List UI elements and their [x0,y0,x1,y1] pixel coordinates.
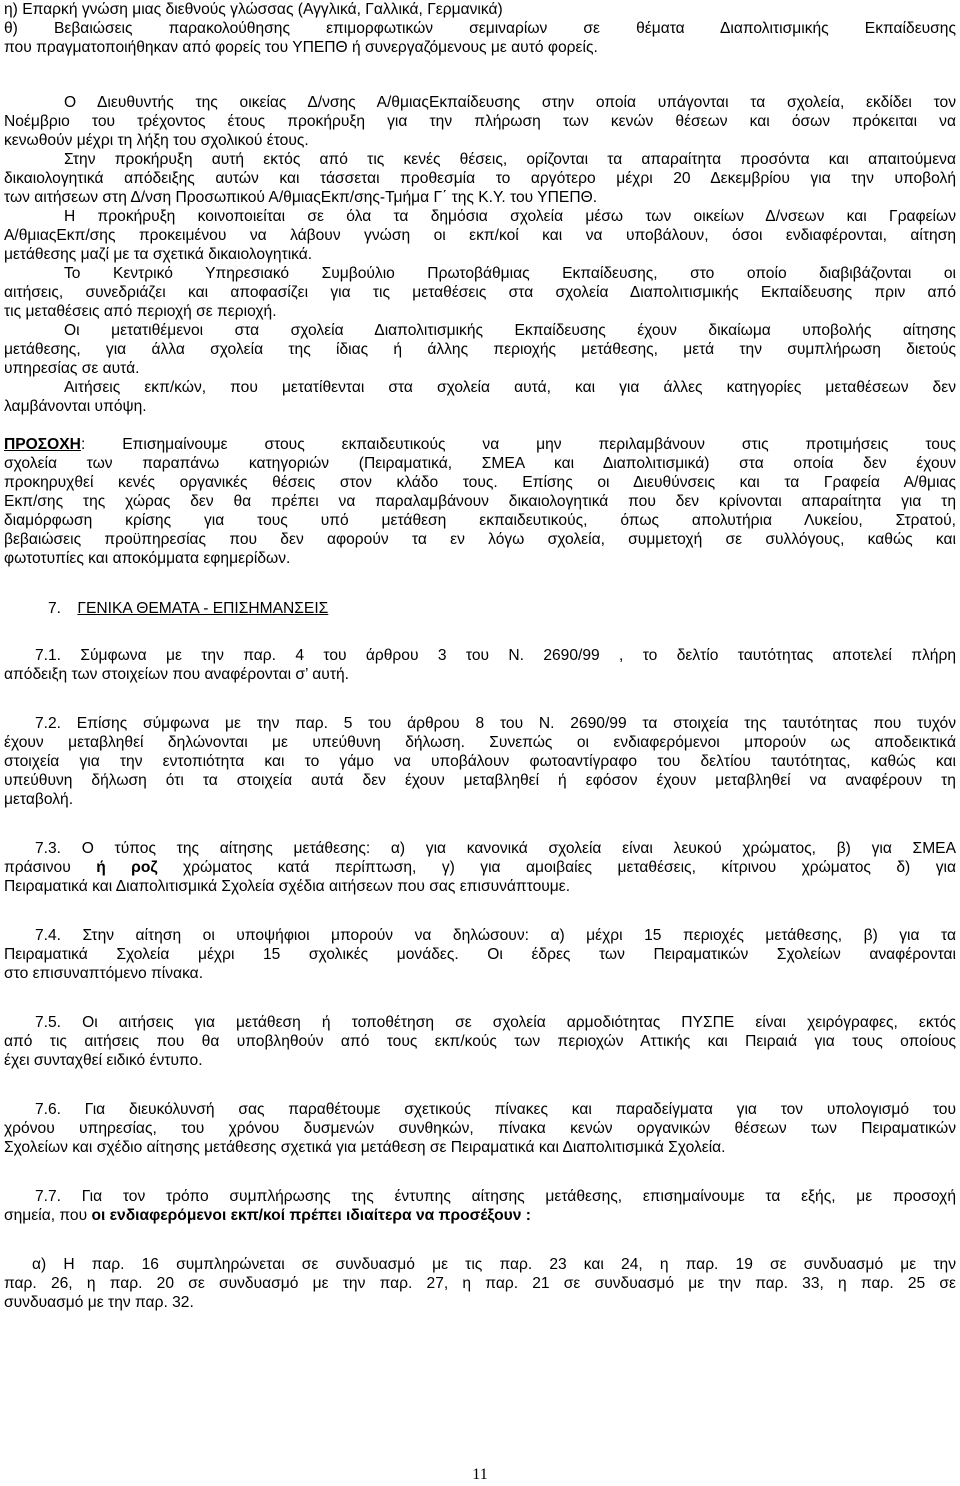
text-span: : Επισημαίνουμε στους εκπαιδευτικούς να μην περιλαμβάνουν στις προτιμήσεις τους [80,436,956,453]
text-line: Εκπ/σης της χώρας δεν θα πρέπει να παραλαμβάνουν δικαιολογητικά που δεν κρίνονται απαραίτητα για τη [4,493,956,510]
warning-label: ΠΡΟΣΟΧΗ [4,436,81,453]
text-line: λαμβάνονται υπόψη. [4,398,147,415]
text-line: η) Επαρκή γνώση μιας διεθνούς γλώσσας (Αγγλικά, Γαλλικά, Γερμανικά) [4,1,503,18]
text-line: Οι μετατιθέμενοι στα σχολεία Διαπολιτισμικής Εκπαίδευσης έχουν δικαίωμα υποβολής αίτησης [64,322,956,339]
text-line: 7.7. Για τον τρόπο συμπλήρωσης της έντυπης αίτησης μετάθεσης, επισημαίνουμε τα εξής, με προσοχή [35,1188,956,1205]
text-line: 7.1. Σύμφωνα με την παρ. 4 του άρθρου 3 του Ν. 2690/99 , το δελτίο ταυτότητας αποτελεί πλήρη [35,647,956,664]
text-line: σχολεία των παραπάνω κατηγοριών (Πειραματικά, ΣΜΕΑ και Διαπολιτισμικά) στα οποία δεν έχουν [4,455,956,472]
text-line: 7.4. Στην αίτηση οι υποψήφιοι μπορούν να δηλώσουν: α) μέχρι 15 περιοχές μετάθεσης, β) για τα [35,927,956,944]
text-line: α) Η παρ. 16 συμπληρώνεται σε συνδυασμό με τις παρ. 23 και 24, η παρ. 19 σε συνδυασμό με την [32,1256,956,1273]
text-line: έχει συνταχθεί ειδικό έντυπο. [4,1052,203,1069]
text-line: στο επισυναπτόμενο πίνακα. [4,965,204,982]
page-number: 11 [472,1466,488,1483]
text-line: 7.3. Ο τύπος της αίτησης μετάθεσης: α) για κανονικά σχολεία είναι λευκού χρώματος, β) για ΣΜΕΑ [35,840,956,857]
text-span: χρώματος κατά περίπτωση, γ) για αμοιβαίες μεταθέσεις, κίτρινου χρώματος δ) για [157,859,956,876]
text-line: 7.5. Οι αιτήσεις για μετάθεση ή τοποθέτηση σε σχολεία αρμοδιότητας ΠΥΣΠΕ είναι χειρόγραφες, εκτός [35,1014,956,1031]
text-line: Το Κεντρικό Υπηρεσιακό Συμβούλιο Πρωτοβάθμιας Εκπαίδευσης, στο οποίο διαβιβάζονται οι [64,265,956,282]
text-line: κενωθούν μέχρι τη λήξη του σχολικού έτους. [4,132,309,149]
text-line: θ) Βεβαιώσεις παρακολούθησης επιμορφωτικών σεμιναρίων σε θέματα Διαπολιτισμικής Εκπαίδευσης [4,20,956,37]
text-line: Νοέμβριο του τρέχοντος έτους προκήρυξη για την πλήρωση των κενών θέσεων και όσων πρόκειται να [4,113,956,130]
text-span: σημεία, που [4,1207,92,1224]
text-line: Η προκήρυξη κοινοποιείται σε όλα τα δημόσια σχολεία μέσω των οικείων Δ/νσεων και Γραφείων [64,208,956,225]
text-line: Α/θμιαςΕκπ/σης προκειμένου να λάβουν γνώση οι εκπ/κοί και να υποβάλουν, όσοι ενδιαφέρονται, αίτηση [4,227,956,244]
text-line: των αιτήσεων στη Δ/νση Προσωπικού Α/θμιαςΕκπ/σης-Τμήμα Γ΄ της Κ.Υ. του ΥΠΕΠΘ. [4,189,598,206]
text-line: μεταβολή. [4,791,74,808]
text-line: μετάθεσης μαζί με τα σχετικά δικαιολογητικά. [4,246,313,263]
text-line: απόδειξη των στοιχείων που αναφέρονται σ’ αυτή. [4,666,349,683]
text-line: αιτήσεις, συνεδριάζει και αποφασίζει για τις μεταθέσεις στα σχολεία Διαπολιτισμικής Εκπαίδευσης πριν από [4,284,956,301]
text-span: πράσινου [4,859,97,876]
section-number: 7. [48,600,62,617]
text-line: Στην προκήρυξη αυτή εκτός από τις κενές θέσεις, ορίζονται τα απαραίτητα προσόντα και απαιτούμενα [64,151,956,168]
text-line: προκηρυχθεί κενές οργανικές θέσεις στον κλάδο τους. Επίσης οι Διευθύνσεις και τα Γραφεία Α/θμιας [4,474,956,491]
text-line: που πραγματοποιήθηκαν από φορείς του ΥΠΕΠΘ ή συνεργαζόμενους με αυτό φορείς. [4,39,598,56]
text-line: υπηρεσίας σε αυτά. [4,360,140,377]
text-line: Πειραματικά και Διαπολιτισμικά Σχολεία σχέδια αιτήσεων που σας επισυνάπτουμε. [4,878,571,895]
text-line: διαμόρφωση κρίσης για τους υπό μετάθεση εκπαιδευτικούς, όπως απολυτήρια Λυκείου, Στρατού, [4,512,956,529]
text-line: υπεύθυνη δήλωση ότι τα στοιχεία αυτά δεν έχουν μεταβληθεί ή εφόσον έχουν μεταβληθεί να αναφέρουν τη [4,772,956,789]
text-line: συνδυασμό με την παρ. 32. [4,1294,194,1311]
text-line: έχουν μεταβληθεί δηλώνονται με υπεύθυνη δήλωση. Συνεπώς οι ενδιαφερόμενοι μπορούν ως αποδεικτικά [4,734,956,751]
emphasis-span: οι ενδιαφερόμενοι εκπ/κοί πρέπει ιδιαίτερα να προσέξουν : [91,1207,531,1224]
text-line: από τις αιτήσεις που θα υποβληθούν από τους εκπ/κούς των περιοχών Αττικής και Πειραιά για τους οποίους [4,1033,956,1050]
text-line: παρ. 26, η παρ. 20 σε συνδυασμό με την παρ. 27, η παρ. 21 σε συνδυασμό με την παρ. 33, η παρ. 25 σε [4,1275,956,1292]
text-line: στοιχεία για την εντοπιότητα και το γάμο να υποβάλουν φωτοαντίγραφο του δελτίου ταυτότητας, καθώς και [4,753,956,770]
text-line: τις μεταθέσεις από περιοχή σε περιοχή. [4,303,277,320]
text-line: 7.2. Επίσης σύμφωνα με την παρ. 5 του άρθρου 8 του Ν. 2690/99 τα στοιχεία της ταυτότητας που τυχόν [35,715,956,732]
text-line: δικαιολογητικά απόδειξης αυτών και τάσσεται προθεσμία το αργότερο μέχρι 20 Δεκεμβρίου για την υποβολή [4,170,956,187]
emphasis-span: ή ροζ [96,859,158,876]
text-line: βεβαιώσεις προϋπηρεσίας που δεν αφορούν τα εν λόγω σχολεία, συμμετοχή σε συλλόγους, καθώς και [4,531,956,548]
text-line [4,1206,531,1225]
text-line: χρόνου υπηρεσίας, του χρόνου δυσμενών συνθηκών, πίνακα κενών οργανικών θέσεων των Πειραματικών [4,1120,956,1137]
text-line: Πειραματικά Σχολεία μέχρι 15 σχολικές μονάδες. Οι έδρες των Πειραματικών Σχολείων αναφέρονται [4,946,956,963]
section-heading [48,599,328,618]
text-line: Ο Διευθυντής της οικείας Δ/νσης Α/θμιαςΕκπαίδευσης στην οποία υπάγονται τα σχολεία, εκδίδει τον [64,94,956,111]
text-line: φωτοτυπίες και αποκόμματα εφημερίδων. [4,550,291,567]
text-line [4,858,956,877]
text-line: Σχολείων και σχέδιο αίτησης μετάθεσης σχετικά για μετάθεση σε Πειραματικά και Διαπολιτισμικά Σχολεία. [4,1139,726,1156]
text-line: 7.6. Για διευκόλυνσή σας παραθέτουμε σχετικούς πίνακες και παραδείγματα για τον υπολογισμό του [35,1101,956,1118]
text-line: μετάθεσης, για άλλα σχολεία της ίδιας ή άλλης περιοχής μετάθεσης, μετά την συμπλήρωση διετούς [4,341,956,358]
text-line: Αιτήσεις εκπ/κών, που μετατίθενται στα σχολεία αυτά, και για άλλες κατηγορίες μεταθέσεων δεν [64,379,956,396]
text-line [4,435,956,454]
section-title: ΓΕΝΙΚΑ ΘΕΜΑΤΑ - ΕΠΙΣΗΜΑΝΣΕΙΣ [77,600,329,617]
